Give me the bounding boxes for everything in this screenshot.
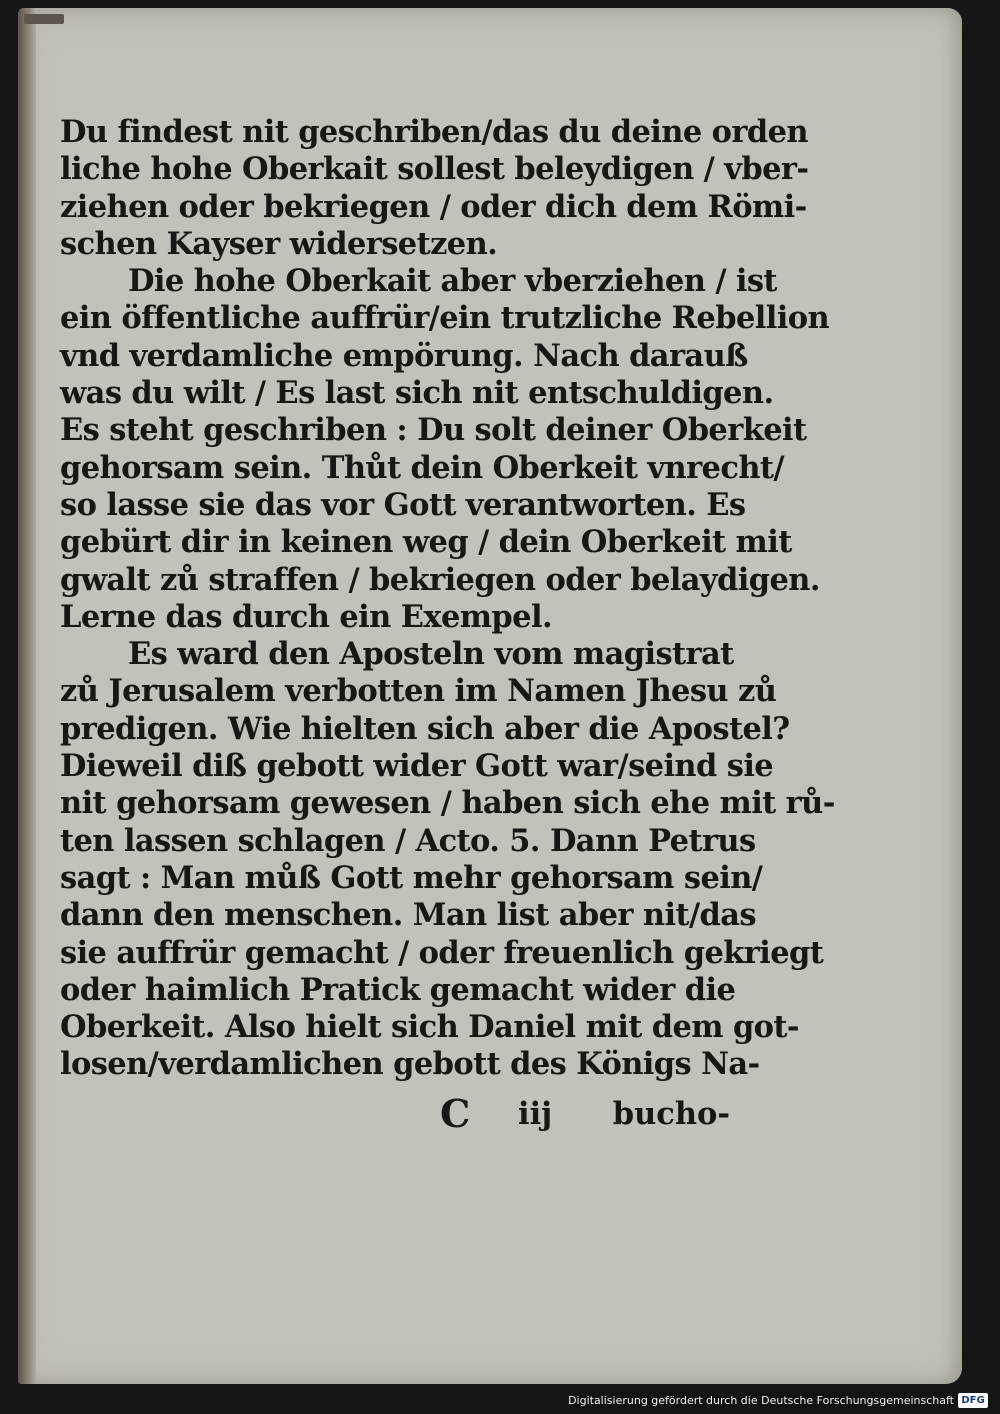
text-line: ein öffentliche auffrür/ein trutzliche Rebellion: [60, 300, 830, 337]
text-line: oder haimlich Pratick gemacht wider die: [60, 971, 736, 1008]
page-number: iij: [518, 1096, 553, 1132]
text-line: Es ward den Aposteln vom magistrat: [128, 636, 734, 673]
text-line: ziehen oder bekriegen / oder dich dem Römi-: [60, 188, 807, 225]
text-line: sie auffrür gemacht / oder freuenlich gekriegt: [60, 934, 824, 971]
text-line: Lerne das durch ein Exempel.: [60, 598, 552, 635]
text-line: zů Jerusalem verbotten im Namen Jhesu zů: [60, 673, 777, 710]
text-line: so lasse sie das vor Gott verantworten. Es: [60, 486, 746, 523]
text-line: Es steht geschriben : Du solt deiner Oberkeit: [60, 412, 807, 449]
text-line: dann den menschen. Man list aber nit/das: [60, 897, 756, 934]
text-line: liche hohe Oberkait sollest beleydigen / vber-: [60, 151, 809, 188]
signature-mark: C: [440, 1091, 471, 1136]
text-line: Die hohe Oberkait aber vberziehen / ist: [128, 263, 777, 300]
text-line: gehorsam sein. Thůt dein Oberkeit vnrecht/: [60, 449, 784, 486]
text-line: ten lassen schlagen / Acto. 5. Dann Petrus: [60, 822, 756, 859]
text-line: was du wilt / Es last sich nit entschuldigen.: [60, 375, 774, 412]
corner-mark: [24, 14, 64, 24]
text-line: Dieweil diß gebott wider Gott war/seind sie: [60, 748, 774, 785]
signature-line: [60, 1092, 730, 1136]
text-line: Oberkeit. Also hielt sich Daniel mit dem got-: [60, 1009, 799, 1046]
text-line: nit gehorsam gewesen / haben sich ehe mit rů-: [60, 785, 835, 822]
text-line: predigen. Wie hielten sich aber die Apostel?: [60, 710, 790, 747]
text-line: schen Kayser widersetzen.: [60, 225, 498, 262]
book-page: [18, 8, 962, 1384]
footer-bar: [0, 1384, 1000, 1414]
funding-credit: Digitalisierung gefördert durch die Deutsche Forschungsgemeinschaft: [568, 1394, 954, 1407]
page-gutter-edge: [18, 8, 36, 1384]
body-text: [60, 114, 835, 1084]
text-line: losen/verdamlichen gebott des Königs Na-: [60, 1046, 760, 1083]
text-line: gwalt zů straffen / bekriegen oder belaydigen.: [60, 561, 820, 598]
catchword: bucho-: [612, 1096, 730, 1132]
text-line: Du findest nit geschriben/das du deine orden: [60, 114, 808, 150]
dfg-logo-icon: DFG: [958, 1393, 988, 1408]
text-line: vnd verdamliche empörung. Nach darauß: [60, 337, 748, 374]
text-line: sagt : Man můß Gott mehr gehorsam sein/: [60, 859, 763, 896]
text-line: gebürt dir in keinen weg / dein Oberkeit mit: [60, 524, 792, 561]
